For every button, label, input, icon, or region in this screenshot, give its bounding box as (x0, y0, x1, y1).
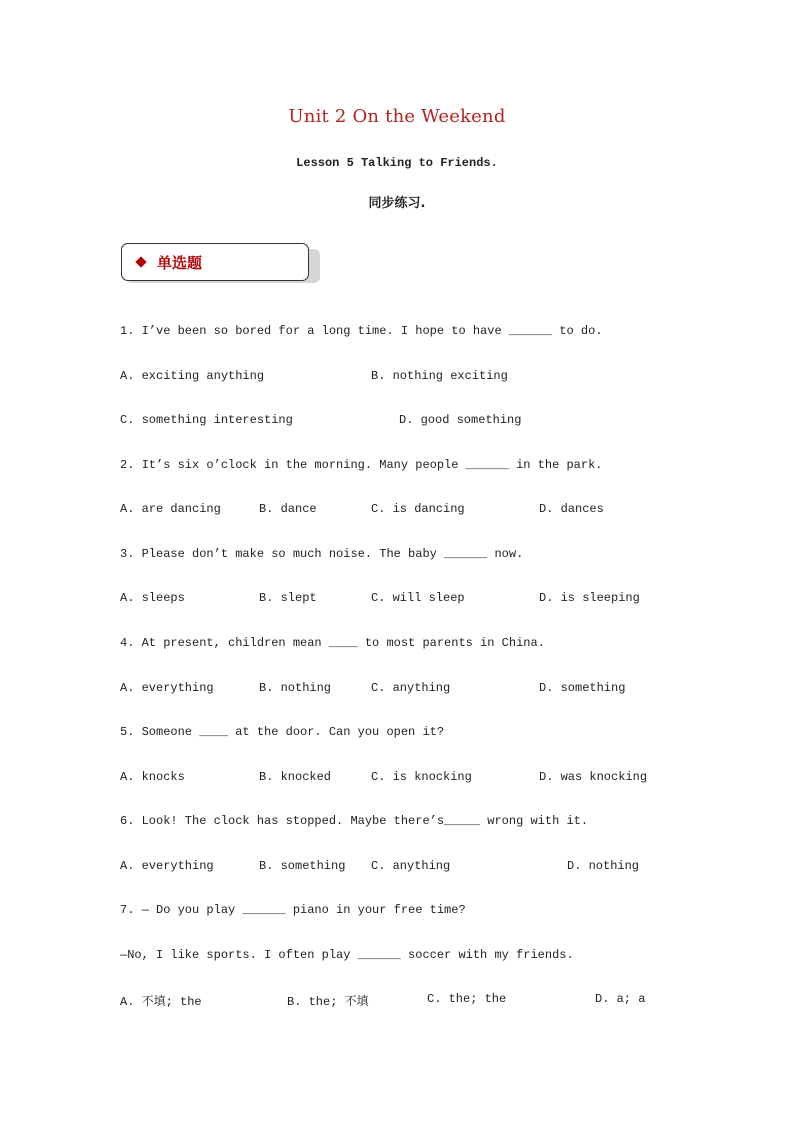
question-5-option-a: A. knocks (120, 770, 185, 784)
question-2-option-d: D. dances (539, 502, 604, 516)
question-6-option-c: C. anything (371, 859, 451, 873)
lesson-title: Lesson 5 Talking to Friends. (296, 156, 498, 170)
exercise-subtitle: 同步练习. (368, 196, 426, 211)
question-2-option-b: B. dance (259, 502, 317, 516)
question-2-option-a: A. are dancing (120, 502, 221, 516)
question-1-option-d: D. good something (399, 413, 522, 427)
question-4-stem: 4. At present, children mean ____ to most parents in China. (120, 636, 545, 650)
question-4-option-a: A. everything (120, 681, 214, 695)
question-1-stem: 1. I’ve been so bored for a long time. I hope to have ______ to do. (120, 324, 603, 338)
section-label: 单选题 (157, 253, 203, 272)
question-3-option-d: D. is sleeping (539, 591, 640, 605)
question-2-stem: 2. It’s six o’clock in the morning. Many people ______ in the park. (120, 458, 603, 472)
question-3-option-c: C. will sleep (371, 591, 465, 605)
question-1-option-a: A. exciting anything (120, 369, 265, 383)
question-5-stem: 5. Someone ____ at the door. Can you open it? (120, 725, 445, 739)
question-3-option-a: A. sleeps (120, 591, 185, 605)
question-6-option-d: D. nothing (567, 859, 640, 873)
question-2-option-c: C. is dancing (371, 502, 465, 516)
question-7-option-a: A. 不填; the (120, 995, 202, 1009)
question-6-stem: 6. Look! The clock has stopped. Maybe there’s_____ wrong with it. (120, 814, 589, 828)
section-header (121, 243, 309, 281)
question-5-option-b: B. knocked (259, 770, 332, 784)
question-4-option-c: C. anything (371, 681, 451, 695)
question-7-stem-response: —No, I like sports. I often play ______ soccer with my friends. (120, 948, 574, 962)
question-1-option-c: C. something interesting (120, 413, 293, 427)
question-5-option-c: C. is knocking (371, 770, 472, 784)
diamond-icon (135, 256, 146, 267)
question-7-option-c: C. the; the (427, 992, 507, 1006)
question-4-option-d: D. something (539, 681, 626, 695)
page-title: Unit 2 On the Weekend (288, 106, 506, 127)
question-6-option-a: A. everything (120, 859, 214, 873)
question-5-option-d: D. was knocking (539, 770, 648, 784)
question-7-stem: 7. — Do you play ______ piano in your free time? (120, 903, 466, 917)
question-4-option-b: B. nothing (259, 681, 332, 695)
question-6-option-b: B. something (259, 859, 346, 873)
question-1-option-b: B. nothing exciting (371, 369, 508, 383)
question-7-option-b: B. the; 不填 (287, 995, 369, 1009)
question-3-option-b: B. slept (259, 591, 317, 605)
question-3-stem: 3. Please don’t make so much noise. The baby ______ now. (120, 547, 524, 561)
question-7-option-d: D. a; a (595, 992, 646, 1006)
